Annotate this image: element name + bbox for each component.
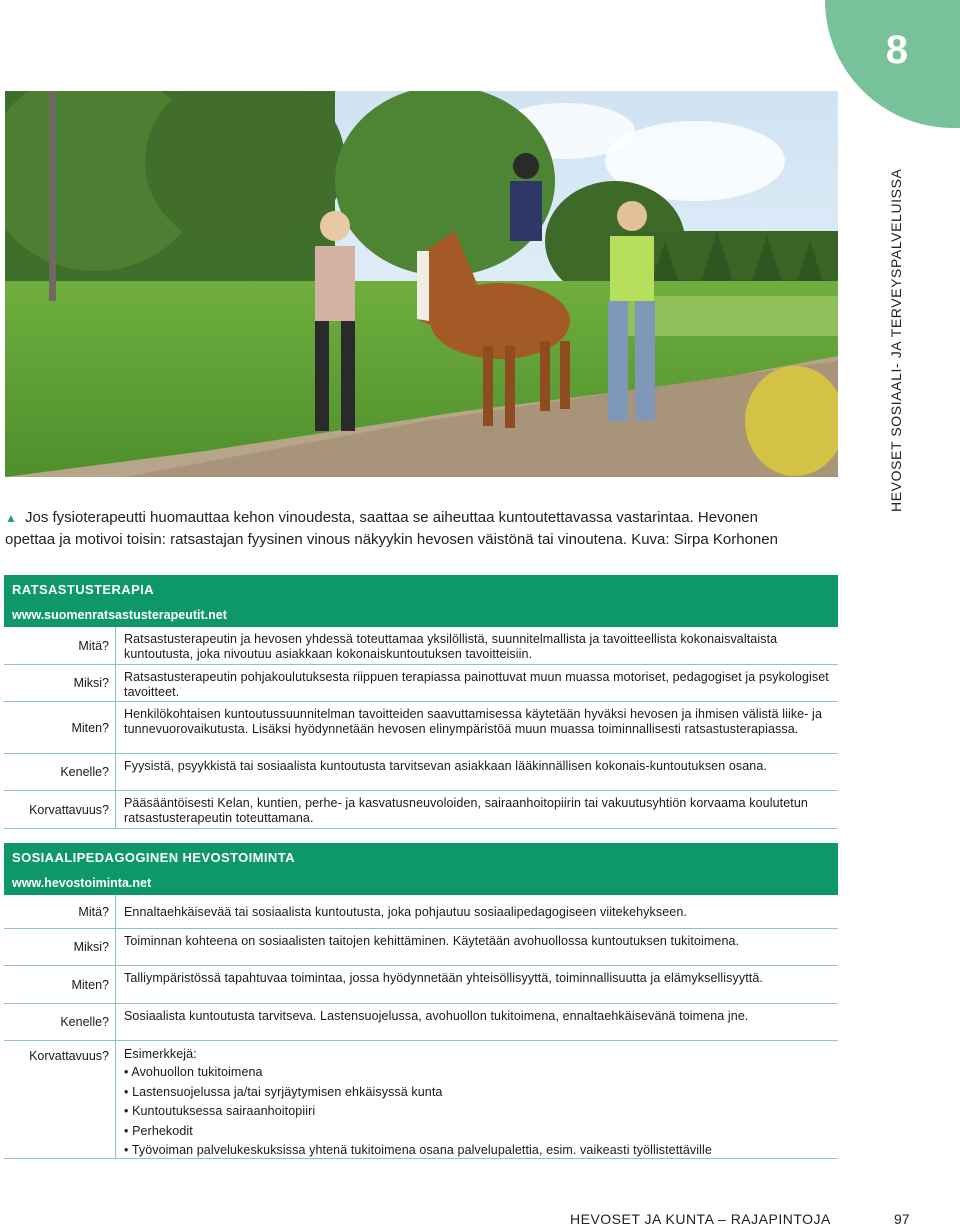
- section-title: SOSIAALIPEDAGOGINEN HEVOSTOIMINTA: [12, 850, 295, 865]
- list-item: • Avohuollon tukitoimena: [124, 1063, 830, 1083]
- list-item: • Kuntoutuksessa sairaanhoitopiiri: [124, 1102, 830, 1122]
- row-question: Miten?: [4, 966, 116, 1003]
- table-row: [4, 627, 838, 665]
- row-answer: Ratsastusterapeutin pohjakoulutuksesta riippuen terapiassa painottuvat muun muassa motoriset, pedagogiset ja psykologiset tavoitteet.: [124, 670, 829, 699]
- table-row: [4, 754, 838, 791]
- table-row: [4, 966, 838, 1004]
- side-title: HEVOSET SOSIAALI- JA TERVEYSPALVELUISSA: [888, 168, 904, 512]
- row-question: Kenelle?: [4, 754, 116, 790]
- table-row: [4, 929, 838, 966]
- photo-horse-therapy: [5, 91, 838, 477]
- photo-caption: [5, 507, 845, 550]
- chapter-number: 8: [885, 28, 908, 72]
- table-row: [4, 702, 838, 754]
- table-row: [4, 791, 838, 829]
- row-answer: Ennaltaehkäisevää tai sosiaalista kuntoutusta, joka pohjautuu sosiaalipedagogiseen viitekehykseen.: [124, 905, 687, 919]
- row-answer: Fyysistä, psyykkistä tai sosiaalista kuntoutusta tarvitsevan asiakkaan lääkinnällisen kokonais-kuntoutuksen osana.: [124, 759, 767, 773]
- list-item: • Työvoiman palvelukeskuksissa yhtenä tukitoimena osana palvelupalettia, esim. vaikeasti työllistettäville: [124, 1141, 830, 1161]
- row-question: Miksi?: [4, 665, 116, 701]
- section-header: [4, 843, 838, 895]
- list-item: • Perhekodit: [124, 1122, 830, 1142]
- row-question: Korvattavuus?: [4, 791, 116, 828]
- section-title: RATSASTUSTERAPIA: [12, 582, 154, 597]
- caption-line-2: opettaa ja motivoi toisin: ratsastajan fyysinen vinous näkyykin hevosen väistönä tai vinoutena. Kuva: Sirpa Korhonen: [5, 531, 778, 548]
- row-answer: [116, 1041, 838, 1158]
- row-question: Korvattavuus?: [4, 1041, 116, 1158]
- row-answer: Henkilökohtaisen kuntoutussuunnitelman tavoitteiden saavuttamisessa käytetään hyväksi hevosen ja ihmisen välistä liike- ja tunnevuorovaikutusta. Lisäksi hyödynnetään hevosen elinympäristöä muun muassa toiminnallisesti ratsastusterapiassa.: [124, 707, 822, 736]
- caption-line-1: Jos fysioterapeutti huomauttaa kehon vinoudesta, saattaa se aiheuttaa kuntoutettavassa vastarintaa. Hevonen: [25, 509, 758, 526]
- row-answer: Ratsastusterapeutin ja hevosen yhdessä toteuttamaa yksilöllistä, suunnitelmallista ja tavoitteellista kokonaisvaltaista kuntoutusta, joka nivoutuu asiakkaan kokonaiskuntoutuksen tavoitteisiin.: [124, 632, 778, 661]
- table-row: [4, 665, 838, 702]
- row-answer: Pääsääntöisesti Kelan, kuntien, perhe- ja kasvatusneuvoloiden, sairaanhoitopiirin tai vakuutusyhtiön korvaama koulutetun ratsastusterapeutin toteuttamana.: [124, 796, 808, 825]
- examples-label: Esimerkkejä:: [124, 1047, 197, 1061]
- caret-up-icon: ▲: [5, 511, 17, 525]
- section-header: [4, 575, 838, 627]
- section-url: www.suomenratsastusterapeutit.net: [12, 608, 227, 622]
- footer-title: HEVOSET JA KUNTA – RAJAPINTOJA: [570, 1211, 831, 1227]
- row-answer: Sosiaalista kuntoutusta tarvitseva. Lastensuojelussa, avohuollon tukitoimena, ennaltaehkäisevänä toimena jne.: [124, 1009, 749, 1023]
- row-answer: Toiminnan kohteena on sosiaalisten taitojen kehittäminen. Käytetään avohuollossa kuntoutuksen tukitoimena.: [124, 934, 740, 948]
- table-row: [4, 895, 838, 929]
- row-question: Mitä?: [4, 895, 116, 928]
- section-sosiaalipedagoginen-hevostoiminta: [4, 843, 838, 1159]
- row-question: Kenelle?: [4, 1004, 116, 1040]
- row-question: Miten?: [4, 702, 116, 753]
- row-answer: Talliympäristössä tapahtuvaa toimintaa, jossa hyödynnetään yhteisöllisyyttä, toiminnallisuutta ja elämyksellisyyttä.: [124, 971, 763, 985]
- row-question: Miksi?: [4, 929, 116, 965]
- page-number: 97: [894, 1211, 910, 1227]
- section-ratsastusterapia: [4, 575, 838, 829]
- section-url: www.hevostoiminta.net: [12, 876, 152, 890]
- examples-list: [124, 1063, 830, 1161]
- table-row: [4, 1041, 838, 1159]
- list-item: • Lastensuojelussa ja/tai syrjäytymisen ehkäisyssä kunta: [124, 1083, 830, 1103]
- row-question: Mitä?: [4, 627, 116, 664]
- table-row: [4, 1004, 838, 1041]
